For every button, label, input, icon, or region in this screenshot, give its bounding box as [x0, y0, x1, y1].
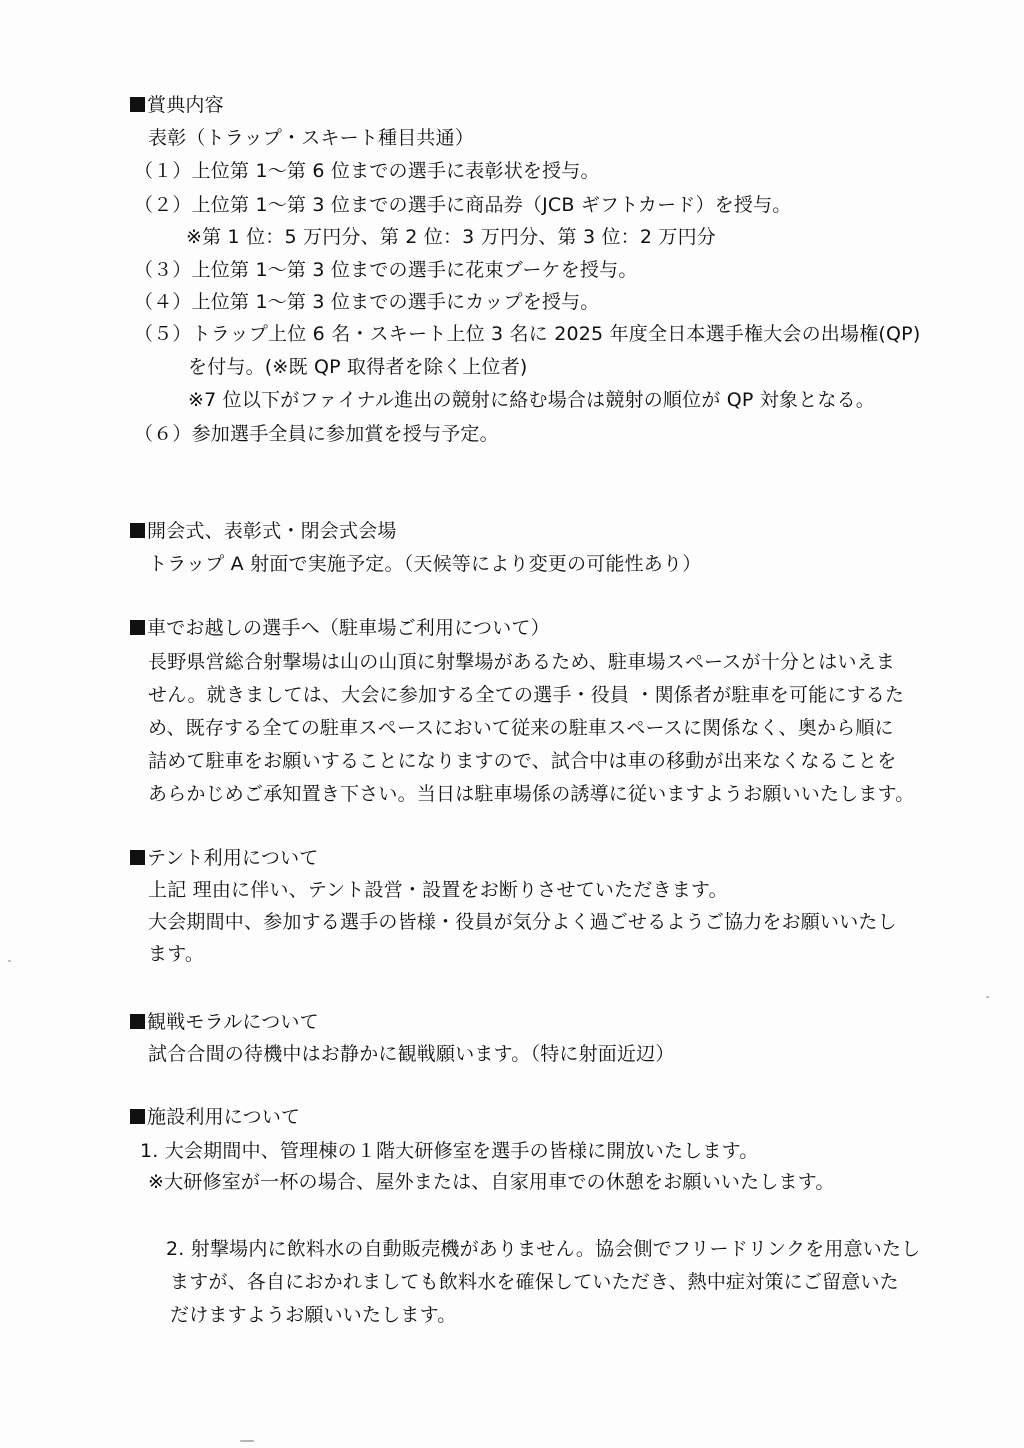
square-bullet-icon	[130, 523, 145, 538]
square-bullet-icon	[130, 1014, 145, 1029]
awards-item-3: （３）上位第 1～第 3 位までの選手に花束ブーケを授与。	[134, 259, 638, 281]
awards-subtitle: 表彰（トラップ・スキート種目共通）	[148, 127, 475, 149]
square-bullet-icon	[130, 97, 145, 112]
awards-item-1: （１）上位第 1～第 6 位までの選手に表彰状を授与。	[134, 160, 600, 182]
facility-item-2-line: ますが、各自におかれましても飲料水を確保していただき、熱中症対策にご留意いた	[170, 1271, 899, 1293]
awards-item-2-note: ※第 1 位：5 万円分、第 2 位：3 万円分、第 3 位：2 万円分	[186, 226, 717, 248]
parking-line: せん。就きましては、大会に参加する全ての選手・役員 ・関係者が駐車を可能にするた	[148, 684, 905, 706]
parking-line: 詰めて駐車をお願いすることになりますので、試合中は車の移動が出来なくなることを	[148, 750, 897, 772]
awards-item-4: （４）上位第 1～第 3 位までの選手にカップを授与。	[134, 291, 600, 313]
awards-item-5-note: ※7 位以下がファイナル進出の競射に絡む場合は競射の順位が QP 対象となる。	[188, 389, 876, 411]
parking-line: 長野県営総合射撃場は山の山頂に射撃場があるため、駐車場スペースが十分とはいえま	[148, 651, 896, 673]
ceremony-body: トラップ A 射面で実施予定。（天候等により変更の可能性あり）	[148, 553, 702, 575]
square-bullet-icon	[130, 1109, 145, 1124]
scan-speck	[986, 996, 989, 998]
tent-line: 上記 理由に伴い、テント設営・設置をお断りさせていただきます。	[148, 879, 728, 901]
ceremony-heading: 開会式、表彰式・閉会式会場	[130, 518, 397, 544]
awards-item-2: （２）上位第 1～第 3 位までの選手に商品券（JCB ギフトカード）を授与。	[134, 194, 792, 216]
tent-line: 大会期間中、参加する選手の皆様・役員が気分よく過ごせるようご協力をお願いいたし	[148, 911, 897, 933]
tent-heading: テント利用について	[130, 845, 318, 871]
awards-item-5: （５）トラップ上位 6 名・スキート上位 3 名に 2025 年度全日本選手権大会の出場権(QP)	[134, 323, 921, 345]
facility-item-2-line: だけますようお願いいたします。	[170, 1304, 457, 1326]
square-bullet-icon	[130, 620, 145, 635]
scan-speck	[8, 960, 11, 962]
facility-heading: 施設利用について	[130, 1104, 300, 1130]
facility-item-1: 1. 大会期間中、管理棟の１階大研修室を選手の皆様に開放いたします。	[140, 1140, 759, 1162]
square-bullet-icon	[130, 850, 145, 865]
manners-body: 試合合間の待機中はお静かに観戦願います。（特に射面近辺）	[148, 1043, 675, 1065]
facility-item-1-note: ※大研修室が一杯の場合、屋外または、自家用車での休憩をお願いいたします。	[148, 1171, 835, 1193]
parking-line: め、既存する全ての駐車スペースにおいて従来の駐車スペースに関係なく、奥から順に	[148, 717, 894, 739]
awards-item-6: （６）参加選手全員に参加賞を授与予定。	[134, 423, 499, 445]
awards-heading: 賞典内容	[130, 92, 224, 118]
parking-heading: 車でお越しの選手へ（駐車場ご利用について）	[130, 615, 550, 641]
manners-heading: 観戦モラルについて	[130, 1009, 319, 1035]
facility-item-2-line: 2. 射撃場内に飲料水の自動販売機がありません。協会側でフリードリンクを用意いたし	[166, 1238, 921, 1260]
parking-line: あらかじめご承知置き下さい。当日は駐車場係の誘導に従いますようお願いいたします。	[148, 783, 915, 805]
scan-speck	[240, 1440, 254, 1442]
awards-item-5-continued: を付与。(※既 QP 取得者を除く上位者)	[188, 356, 528, 378]
tent-line: ます。	[148, 943, 205, 965]
